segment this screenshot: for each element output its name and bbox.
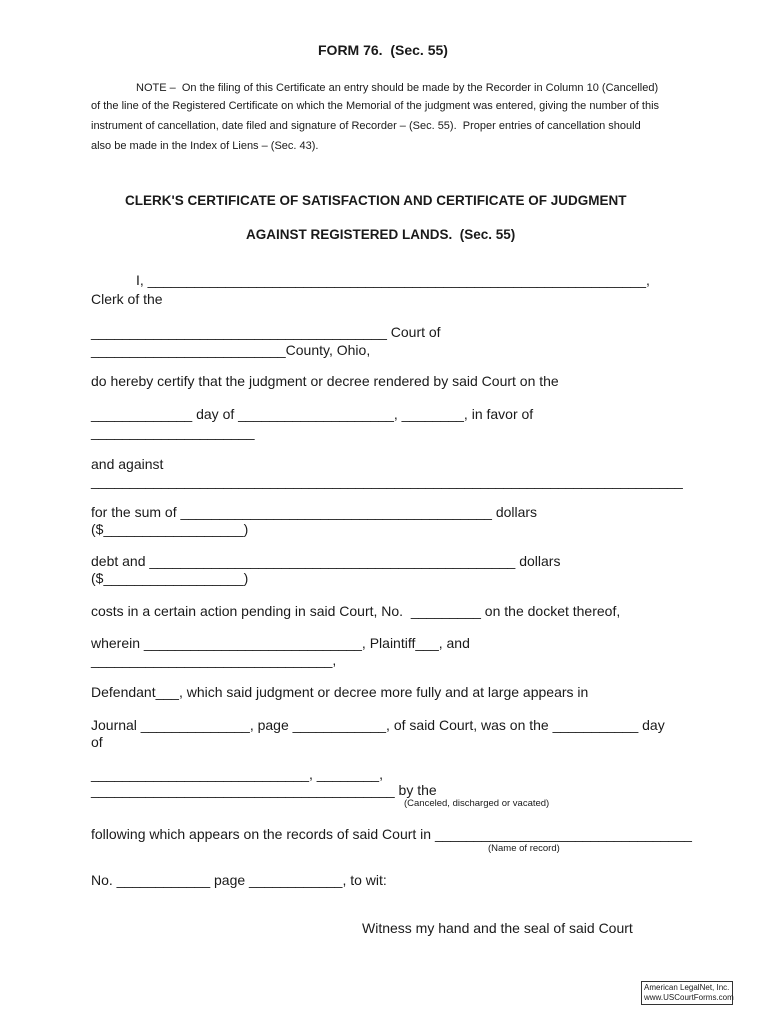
date-favor-line: _____________ day of ____________________, ________, in favor of	[91, 406, 534, 422]
and-against-text: and against	[91, 456, 164, 472]
plaintiff-line: wherein ____________________________, Plaintiff___, and	[91, 635, 470, 651]
sum-amount-blank: ($__________________)	[91, 521, 249, 537]
publisher-credit-box	[641, 981, 733, 1005]
canceled-line: _______________________________________ by the	[91, 782, 437, 798]
costs-action-line: costs in a certain action pending in said Court, No. _________ on the docket thereof,	[91, 603, 621, 619]
form-title: FORM 76. (Sec. 55)	[318, 42, 448, 58]
date-blank-line: ____________________________, ________,	[91, 766, 383, 782]
court-name-line: ______________________________________ Court of	[91, 324, 441, 340]
witness-text: Witness my hand and the seal of said Court	[362, 920, 633, 936]
favor-of-blank: _____________________	[91, 424, 255, 440]
note-line-4: also be made in the Index of Liens – (Sec. 43).	[91, 140, 319, 152]
name-of-record-caption: (Name of record)	[488, 843, 560, 854]
against-blank: ____________________________________________________________________________	[91, 473, 683, 489]
note-line-3: instrument of cancellation, date filed and signature of Recorder – (Sec. 55). Proper entries of cancellation should	[91, 120, 641, 132]
records-line: following which appears on the records of said Court in _________________________________	[91, 826, 692, 842]
certificate-heading-line-1: CLERK'S CERTIFICATE OF SATISFACTION AND CERTIFICATE OF JUDGMENT	[125, 193, 627, 208]
debt-line: debt and _______________________________________________ dollars	[91, 553, 561, 569]
sum-line: for the sum of ________________________________________ dollars	[91, 504, 538, 520]
clerk-of-the-text: Clerk of the	[91, 291, 163, 307]
defendant-text: Defendant___, which said judgment or decree more fully and at large appears in	[91, 684, 589, 700]
canceled-caption: (Canceled, discharged or vacated)	[404, 798, 550, 809]
note-line-1: NOTE – On the filing of this Certificate an entry should be made by the Recorder in Column 10 (Cancelled)	[136, 82, 659, 94]
publisher-website: www.USCourtForms.com	[644, 993, 734, 1002]
of-text: of	[91, 734, 103, 750]
debt-amount-blank: ($__________________)	[91, 570, 249, 586]
publisher-name: American LegalNet, Inc.	[644, 983, 730, 992]
number-page-line: No. ____________ page ____________, to wit:	[91, 872, 387, 888]
note-line-2: of the line of the Registered Certificate on which the Memorial of the judgment was entered, giving the number of this	[91, 100, 660, 112]
clerk-name-line: I, ________________________________________________________________,	[136, 272, 650, 288]
county-line: _________________________County, Ohio,	[91, 342, 371, 358]
certify-text: do hereby certify that the judgment or decree rendered by said Court on the	[91, 373, 559, 389]
defendant-blank: _______________________________,	[91, 652, 337, 668]
journal-line: Journal ______________, page ____________, of said Court, was on the ___________ day	[91, 717, 665, 733]
certificate-heading-line-2: AGAINST REGISTERED LANDS. (Sec. 55)	[246, 227, 516, 242]
